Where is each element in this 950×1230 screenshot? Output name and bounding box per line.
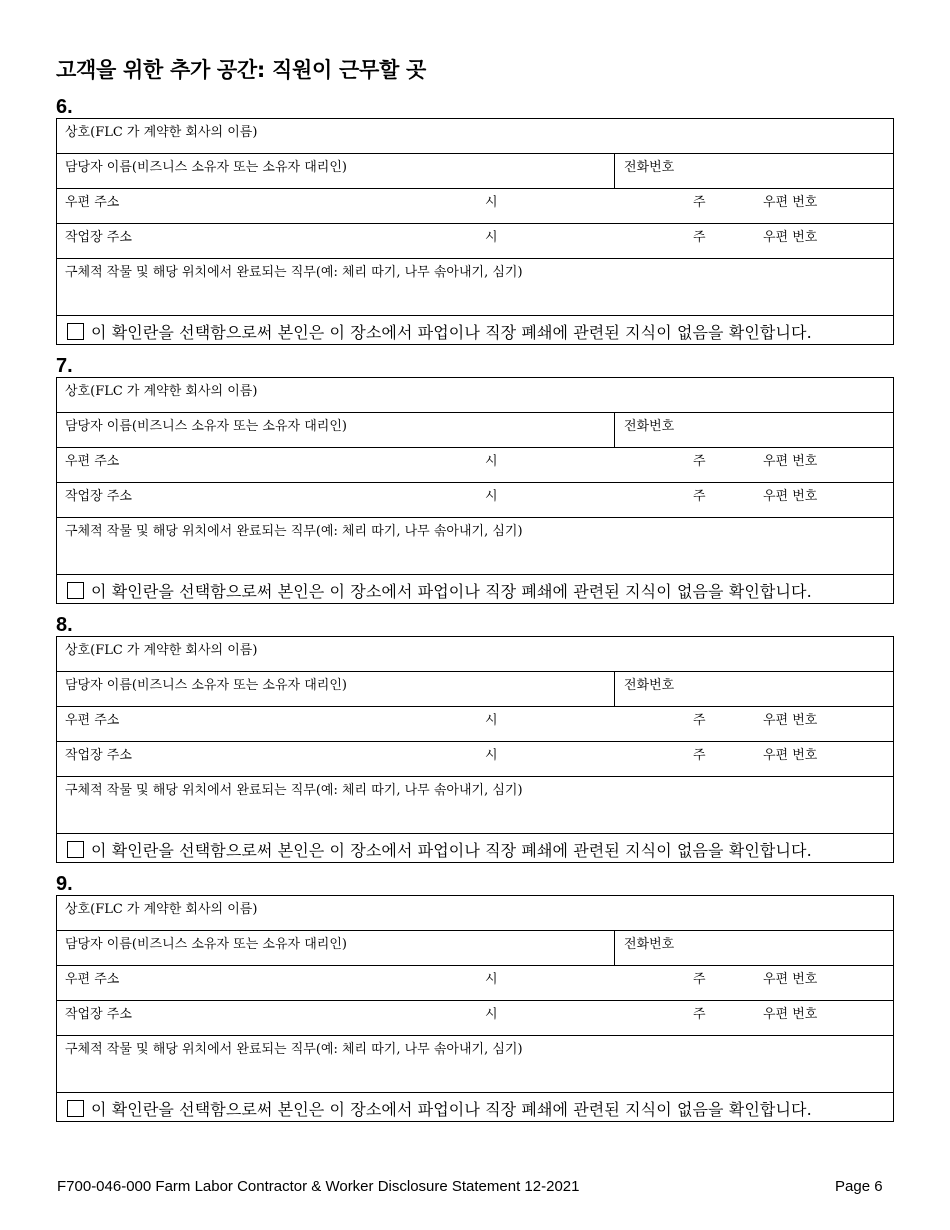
business-name-field[interactable] [57,896,893,931]
crops-tasks-label: 구체적 작물 및 해당 위치에서 완료되는 직무(예: 체리 따기, 나무 솎아내기, 심기) [65,783,523,798]
zip-label: 우편 번호 [763,713,818,728]
mailing-address-row[interactable] [57,448,893,483]
worksite-address-row[interactable] [57,1001,893,1036]
checkbox-statement: 이 확인란을 선택함으로써 본인은 이 장소에서 파업이나 직장 폐쇄에 관련된 지식이 없음을 확인합니다. [91,582,812,601]
phone-label: 전화번호 [624,160,675,175]
strike-checkbox-row [57,834,893,862]
strike-checkbox[interactable] [67,323,84,340]
worksite-address-label: 작업장 주소 [65,489,132,504]
zip-label: 우편 번호 [763,454,818,469]
section-9 [56,873,894,1122]
crops-tasks-field[interactable] [57,518,893,575]
city-label: 시 [485,230,498,245]
business-name-field[interactable] [57,119,893,154]
worksite-address-row[interactable] [57,483,893,518]
contact-name-label: 담당자 이름(비즈니스 소유자 또는 소유자 대리인) [65,419,347,434]
mailing-address-label: 우편 주소 [65,713,120,728]
zip-label: 우편 번호 [763,195,818,210]
footer-page-number: Page 6 [835,1178,883,1195]
section-number: 6. [56,96,73,118]
zip-label: 우편 번호 [763,230,818,245]
contact-name-label: 담당자 이름(비즈니스 소유자 또는 소유자 대리인) [65,937,347,952]
city-label: 시 [485,713,498,728]
contact-name-label: 담당자 이름(비즈니스 소유자 또는 소유자 대리인) [65,160,347,175]
checkbox-statement: 이 확인란을 선택함으로써 본인은 이 장소에서 파업이나 직장 폐쇄에 관련된 지식이 없음을 확인합니다. [91,841,812,860]
business-name-label: 상호(FLC 가 계약한 회사의 이름) [65,384,258,399]
worksite-address-label: 작업장 주소 [65,1007,132,1022]
contact-row [57,931,893,966]
crops-tasks-field[interactable] [57,1036,893,1093]
divider [614,413,615,447]
section-box [56,377,894,604]
state-label: 주 [693,972,706,987]
contact-row [57,154,893,189]
phone-label: 전화번호 [624,419,675,434]
worksite-address-row[interactable] [57,742,893,777]
state-label: 주 [693,454,706,469]
strike-checkbox[interactable] [67,1100,84,1117]
state-label: 주 [693,748,706,763]
crops-tasks-label: 구체적 작물 및 해당 위치에서 완료되는 직무(예: 체리 따기, 나무 솎아내기, 심기) [65,524,523,539]
section-8 [56,614,894,863]
section-number: 7. [56,355,73,377]
page-title: 고객을 위한 추가 공간: 직원이 근무할 곳 [56,58,426,82]
section-6 [56,96,894,345]
business-name-label: 상호(FLC 가 계약한 회사의 이름) [65,125,258,140]
mailing-address-label: 우편 주소 [65,454,120,469]
business-name-field[interactable] [57,378,893,413]
worksite-address-label: 작업장 주소 [65,748,132,763]
state-label: 주 [693,1007,706,1022]
contact-name-label: 담당자 이름(비즈니스 소유자 또는 소유자 대리인) [65,678,347,693]
crops-tasks-label: 구체적 작물 및 해당 위치에서 완료되는 직무(예: 체리 따기, 나무 솎아내기, 심기) [65,265,523,280]
worksite-address-label: 작업장 주소 [65,230,132,245]
section-box [56,895,894,1122]
strike-checkbox[interactable] [67,582,84,599]
mailing-address-row[interactable] [57,966,893,1001]
city-label: 시 [485,195,498,210]
city-label: 시 [485,748,498,763]
phone-label: 전화번호 [624,678,675,693]
section-box [56,636,894,863]
city-label: 시 [485,1007,498,1022]
section-number: 9. [56,873,73,895]
city-label: 시 [485,454,498,469]
crops-tasks-field[interactable] [57,259,893,316]
crops-tasks-label: 구체적 작물 및 해당 위치에서 완료되는 직무(예: 체리 따기, 나무 솎아내기, 심기) [65,1042,523,1057]
zip-label: 우편 번호 [763,972,818,987]
city-label: 시 [485,489,498,504]
business-name-field[interactable] [57,637,893,672]
mailing-address-row[interactable] [57,707,893,742]
mailing-address-row[interactable] [57,189,893,224]
strike-checkbox[interactable] [67,841,84,858]
mailing-address-label: 우편 주소 [65,972,120,987]
mailing-address-label: 우편 주소 [65,195,120,210]
zip-label: 우편 번호 [763,748,818,763]
strike-checkbox-row [57,575,893,603]
business-name-label: 상호(FLC 가 계약한 회사의 이름) [65,643,258,658]
worksite-address-row[interactable] [57,224,893,259]
strike-checkbox-row [57,1093,893,1121]
zip-label: 우편 번호 [763,1007,818,1022]
zip-label: 우편 번호 [763,489,818,504]
state-label: 주 [693,230,706,245]
section-number: 8. [56,614,73,636]
divider [614,931,615,965]
divider [614,672,615,706]
business-name-label: 상호(FLC 가 계약한 회사의 이름) [65,902,258,917]
checkbox-statement: 이 확인란을 선택함으로써 본인은 이 장소에서 파업이나 직장 폐쇄에 관련된 지식이 없음을 확인합니다. [91,1100,812,1119]
state-label: 주 [693,713,706,728]
strike-checkbox-row [57,316,893,344]
footer-form-id: F700-046-000 Farm Labor Contractor & Worker Disclosure Statement 12-2021 [57,1178,580,1195]
contact-row [57,672,893,707]
checkbox-statement: 이 확인란을 선택함으로써 본인은 이 장소에서 파업이나 직장 폐쇄에 관련된 지식이 없음을 확인합니다. [91,323,812,342]
divider [614,154,615,188]
section-box [56,118,894,345]
state-label: 주 [693,489,706,504]
crops-tasks-field[interactable] [57,777,893,834]
city-label: 시 [485,972,498,987]
phone-label: 전화번호 [624,937,675,952]
section-7 [56,355,894,604]
state-label: 주 [693,195,706,210]
contact-row [57,413,893,448]
